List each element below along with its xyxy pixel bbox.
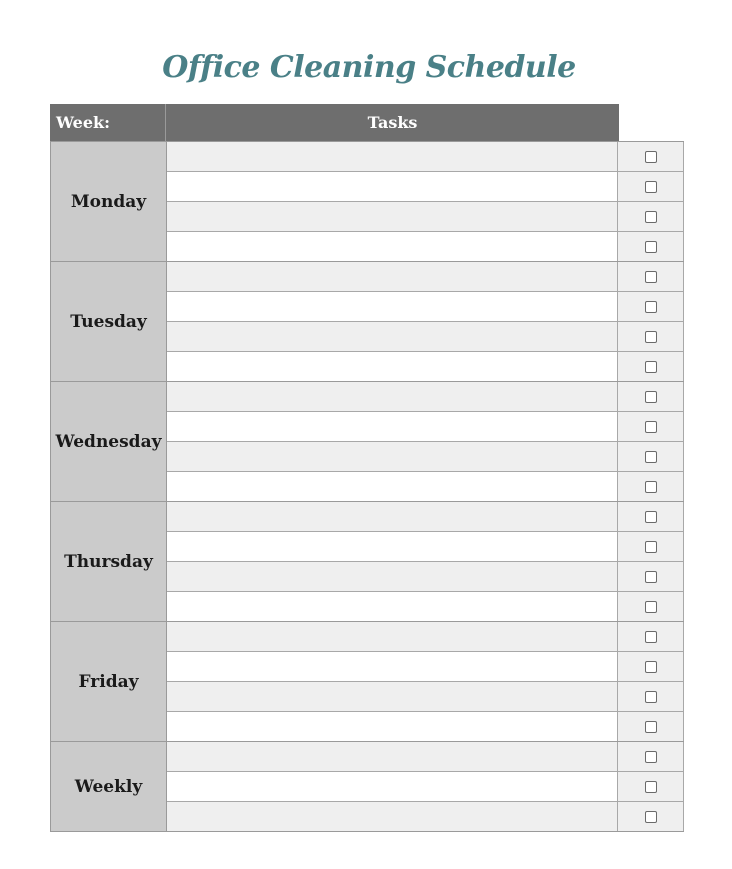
checkbox-cell <box>618 682 684 711</box>
checkbox-icon[interactable] <box>645 511 657 523</box>
task-cell[interactable] <box>167 532 618 561</box>
checkbox-icon[interactable] <box>645 241 657 253</box>
task-row <box>167 502 684 531</box>
task-row <box>167 681 684 711</box>
task-cell[interactable] <box>167 472 618 501</box>
day-label: Monday <box>51 142 167 261</box>
checkbox-icon[interactable] <box>645 631 657 643</box>
checkbox-icon[interactable] <box>645 781 657 793</box>
task-cell[interactable] <box>167 322 618 351</box>
task-row <box>167 531 684 561</box>
task-row <box>167 742 684 771</box>
task-rows <box>167 742 684 831</box>
checkbox-icon[interactable] <box>645 181 657 193</box>
checkbox-cell <box>618 172 684 201</box>
task-cell[interactable] <box>167 562 618 591</box>
task-cell[interactable] <box>167 142 618 171</box>
checkbox-cell <box>618 142 684 171</box>
task-rows <box>167 502 684 621</box>
task-row <box>167 321 684 351</box>
week-header: Week: <box>50 104 166 141</box>
day-group-weekly <box>51 741 684 831</box>
day-label: Tuesday <box>51 262 167 381</box>
checkbox-icon[interactable] <box>645 751 657 763</box>
checkbox-cell <box>618 622 684 651</box>
task-cell[interactable] <box>167 292 618 321</box>
task-cell[interactable] <box>167 802 618 831</box>
checkbox-cell <box>618 292 684 321</box>
checkbox-cell <box>618 382 684 411</box>
task-row <box>167 591 684 621</box>
checkbox-icon[interactable] <box>645 151 657 163</box>
checkbox-icon[interactable] <box>645 301 657 313</box>
task-cell[interactable] <box>167 202 618 231</box>
checkbox-cell <box>618 442 684 471</box>
task-cell[interactable] <box>167 592 618 621</box>
day-label: Friday <box>51 622 167 741</box>
day-groups <box>50 141 684 832</box>
checkbox-icon[interactable] <box>645 331 657 343</box>
task-cell[interactable] <box>167 712 618 741</box>
checkbox-cell <box>618 352 684 381</box>
task-row <box>167 171 684 201</box>
task-rows <box>167 262 684 381</box>
checkbox-cell <box>618 562 684 591</box>
task-row <box>167 771 684 801</box>
checkbox-cell <box>618 412 684 441</box>
checkbox-icon[interactable] <box>645 811 657 823</box>
task-row <box>167 711 684 741</box>
checkbox-icon[interactable] <box>645 541 657 553</box>
task-row <box>167 262 684 291</box>
checkbox-icon[interactable] <box>645 691 657 703</box>
checkbox-icon[interactable] <box>645 211 657 223</box>
task-rows <box>167 622 684 741</box>
task-cell[interactable] <box>167 172 618 201</box>
task-rows <box>167 382 684 501</box>
checkbox-icon[interactable] <box>645 571 657 583</box>
checkbox-icon[interactable] <box>645 661 657 673</box>
checkbox-icon[interactable] <box>645 481 657 493</box>
day-group-monday <box>51 141 684 261</box>
tasks-header: Tasks <box>367 113 418 132</box>
task-cell[interactable] <box>167 412 618 441</box>
task-row <box>167 231 684 261</box>
checkbox-cell <box>618 202 684 231</box>
checkbox-icon[interactable] <box>645 421 657 433</box>
day-group-friday <box>51 621 684 741</box>
task-rows <box>167 142 684 261</box>
task-row <box>167 471 684 501</box>
day-label: Thursday <box>51 502 167 621</box>
task-row <box>167 622 684 651</box>
checkbox-cell <box>618 472 684 501</box>
task-cell[interactable] <box>167 352 618 381</box>
checkbox-cell <box>618 232 684 261</box>
checkbox-icon[interactable] <box>645 391 657 403</box>
checkbox-cell <box>618 262 684 291</box>
task-cell[interactable] <box>167 382 618 411</box>
checkbox-icon[interactable] <box>645 361 657 373</box>
checkbox-cell <box>618 742 684 771</box>
task-row <box>167 441 684 471</box>
checkbox-cell <box>618 802 684 831</box>
task-row <box>167 801 684 831</box>
checkbox-icon[interactable] <box>645 271 657 283</box>
task-cell[interactable] <box>167 442 618 471</box>
task-row <box>167 142 684 171</box>
table-header <box>50 104 619 141</box>
checkbox-cell <box>618 502 684 531</box>
task-row <box>167 201 684 231</box>
task-row <box>167 651 684 681</box>
checkbox-cell <box>618 652 684 681</box>
day-group-thursday <box>51 501 684 621</box>
checkbox-cell <box>618 592 684 621</box>
checkbox-cell <box>618 322 684 351</box>
checkbox-icon[interactable] <box>645 721 657 733</box>
schedule-table <box>50 104 684 832</box>
task-cell[interactable] <box>167 772 618 801</box>
task-row <box>167 411 684 441</box>
checkbox-cell <box>618 532 684 561</box>
task-cell[interactable] <box>167 742 618 771</box>
task-cell[interactable] <box>167 502 618 531</box>
task-row <box>167 382 684 411</box>
checkbox-cell <box>618 772 684 801</box>
task-cell[interactable] <box>167 232 618 261</box>
task-row <box>167 351 684 381</box>
checkbox-icon[interactable] <box>645 451 657 463</box>
day-group-tuesday <box>51 261 684 381</box>
task-cell[interactable] <box>167 622 618 651</box>
task-row <box>167 291 684 321</box>
task-cell[interactable] <box>167 262 618 291</box>
task-cell[interactable] <box>167 682 618 711</box>
page-title: Office Cleaning Schedule <box>162 50 576 85</box>
day-group-wednesday <box>51 381 684 501</box>
task-cell[interactable] <box>167 652 618 681</box>
checkbox-cell <box>618 712 684 741</box>
day-label: Weekly <box>51 742 167 831</box>
day-label: Wednesday <box>51 382 167 501</box>
checkbox-icon[interactable] <box>645 601 657 613</box>
task-row <box>167 561 684 591</box>
